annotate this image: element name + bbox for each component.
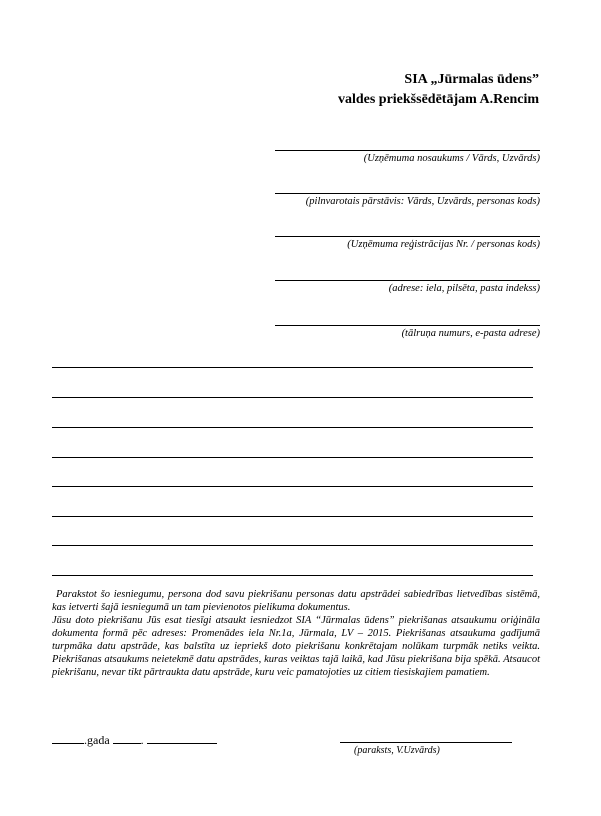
body-writing-line[interactable] [52,575,533,576]
address-field[interactable] [275,280,540,294]
company-name-line[interactable] [275,150,540,151]
representative-hint: (pilnvarotais pārstāvis: Vārds, Uzvārds, personas kods) [305,196,540,207]
year-blank[interactable] [52,732,84,744]
registration-number-hint: (Uzņēmuma reģistrācijas Nr. / personas kods) [347,239,540,250]
signature-line[interactable] [340,742,512,743]
body-writing-line[interactable] [52,367,533,368]
date-separator: . [140,733,144,747]
signature-hint: (paraksts, V.Uzvārds) [354,745,440,756]
body-writing-line[interactable] [52,516,533,517]
data-processing-notice [52,588,540,679]
body-writing-line[interactable] [52,545,533,546]
body-writing-line[interactable] [52,427,533,428]
addressee-block [338,70,539,110]
day-blank[interactable] [147,732,217,744]
withdrawal-paragraph: Jūsu doto piekrišanu Jūs esat tiesīgi atsaukt iesniedzot SIA “Jūrmalas ūdens” piekrišanas atsaukumu oriģināla dokumenta formā pēc adreses: Promenādes iela Nr.1a, Jūrmala, LV – 2015. Piekrišanas atsaukuma gadījumā turpmāka datu apstrāde, kas balstīta uz iepriekš doto piekrišanu konkrētajam nolūkam turpmāk netiks veikta. Piekrišanas atsaukums neietekmē datu apstrādes, kuras veiktas tajā laikā, kad Jūsu piekrišana bija spēkā. Atsaucot piekrišanu, nevar tikt pārtraukta datu apstrāde, kuru veic pamatojoties uz citiem tiesiskajiem pamatiem. [52,615,540,678]
contact-field[interactable] [275,325,540,339]
contact-hint: (tālruņa numurs, e-pasta adrese) [401,328,540,339]
address-line[interactable] [275,280,540,281]
addressee-recipient: valdes priekšsēdētājam A.Rencim [337,92,539,107]
company-name-hint: (Uzņēmuma nosaukums / Vārds, Uzvārds) [363,153,540,164]
date-line [52,732,217,748]
body-writing-line[interactable] [52,486,533,487]
representative-field[interactable] [275,193,540,207]
registration-number-line[interactable] [275,236,540,237]
year-label: .gada [84,733,110,747]
addressee-company: SIA „Jūrmalas ūdens” [404,72,539,87]
contact-line[interactable] [275,325,540,326]
consent-paragraph: Parakstot šo iesniegumu, persona dod savu piekrišanu personas datu apstrādei sabiedrības lietvedības sistēmā, kas ietverti šajā iesniegumā un tam pievienotos pielikuma dokumentus. [52,589,540,613]
registration-number-field[interactable] [275,236,540,250]
company-name-field[interactable] [275,150,540,164]
address-hint: (adrese: iela, pilsēta, pasta indekss) [388,283,540,294]
representative-line[interactable] [275,193,540,194]
body-writing-line[interactable] [52,397,533,398]
body-writing-line[interactable] [52,457,533,458]
month-blank[interactable] [113,732,141,744]
signature-field[interactable] [340,742,512,756]
